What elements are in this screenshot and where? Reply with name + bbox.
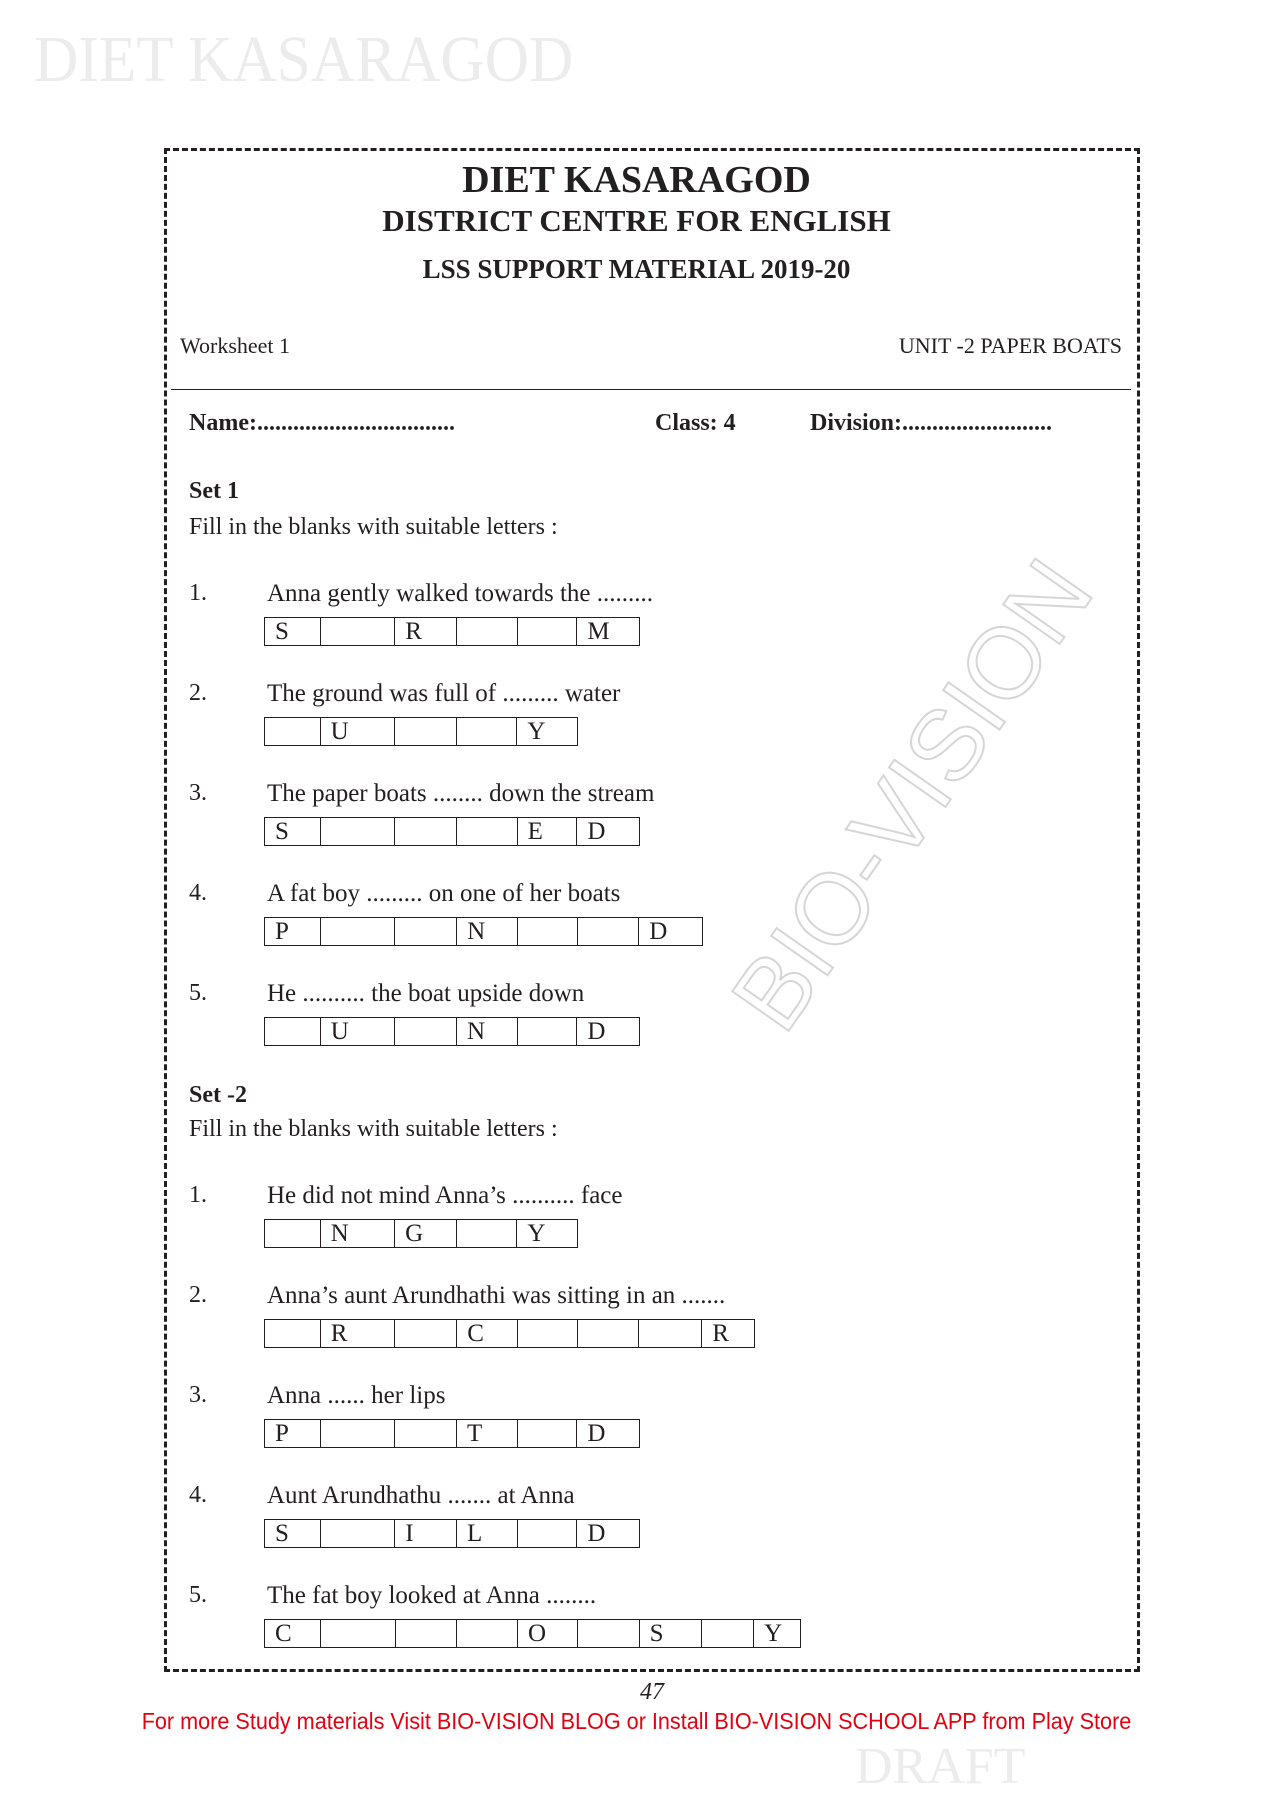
- letter-box[interactable]: [457, 818, 518, 845]
- letter-box[interactable]: [518, 618, 578, 645]
- letter-box[interactable]: [457, 718, 518, 745]
- question-number: 4.: [189, 880, 207, 906]
- letter-box[interactable]: D: [649, 918, 668, 945]
- letter-box[interactable]: [321, 1420, 396, 1447]
- question-number: 3.: [189, 1382, 207, 1408]
- page-subtitle: DISTRICT CENTRE FOR ENGLISH: [382, 203, 891, 238]
- letter-box[interactable]: G: [395, 1220, 457, 1247]
- letter-box[interactable]: Y: [764, 1620, 783, 1647]
- letter-box[interactable]: [395, 1018, 457, 1045]
- letter-box[interactable]: D: [587, 1520, 606, 1547]
- name-field: Name:.................................: [189, 410, 455, 436]
- letter-box[interactable]: [265, 718, 321, 745]
- letter-box[interactable]: [321, 618, 396, 645]
- worksheet-label: Worksheet 1: [180, 333, 291, 358]
- letter-box[interactable]: [395, 818, 457, 845]
- letter-boxes: [264, 917, 703, 946]
- question-number: 5.: [189, 980, 207, 1006]
- question-text: Aunt Arundhathu ....... at Anna: [267, 1482, 575, 1509]
- letter-boxes: [264, 1219, 578, 1248]
- question-text: A fat boy ......... on one of her boats: [267, 880, 621, 907]
- letter-boxes: [264, 1017, 640, 1046]
- letter-box[interactable]: D: [587, 818, 606, 845]
- letter-box[interactable]: O: [518, 1620, 578, 1647]
- footer-promo: For more Study materials Visit BIO-VISION BLOG or Install BIO-VISION SCHOOL APP from Play Store: [141, 1708, 1132, 1734]
- letter-box[interactable]: E: [518, 818, 578, 845]
- letter-box[interactable]: [518, 1320, 578, 1347]
- question-number: 2.: [189, 1282, 207, 1308]
- letter-box[interactable]: [457, 618, 518, 645]
- letter-box[interactable]: L: [457, 1520, 518, 1547]
- letter-box[interactable]: [395, 918, 457, 945]
- letter-box[interactable]: [321, 1620, 396, 1647]
- question-text: The ground was full of ......... water: [267, 680, 621, 707]
- division-field: Division:.........................: [810, 410, 1053, 436]
- letter-box[interactable]: D: [587, 1420, 606, 1447]
- question-text: Anna gently walked towards the .........: [267, 580, 654, 607]
- letter-box[interactable]: R: [712, 1320, 729, 1347]
- question-number: 5.: [189, 1582, 207, 1608]
- letter-boxes: [264, 817, 640, 846]
- letter-boxes: [264, 1419, 640, 1448]
- letter-box[interactable]: Y: [527, 1220, 546, 1247]
- letter-box[interactable]: [395, 1420, 457, 1447]
- letter-box[interactable]: M: [587, 618, 610, 645]
- letter-box[interactable]: T: [457, 1420, 518, 1447]
- letter-box[interactable]: [321, 1520, 396, 1547]
- letter-box[interactable]: [395, 718, 457, 745]
- set-title: Set 1: [189, 478, 239, 504]
- letter-boxes: [264, 1319, 755, 1348]
- letter-box[interactable]: C: [265, 1620, 321, 1647]
- question-number: 3.: [189, 780, 207, 806]
- page-title: DIET KASARAGOD: [462, 159, 811, 201]
- letter-box[interactable]: [321, 818, 396, 845]
- letter-box[interactable]: U: [321, 1018, 396, 1045]
- question-text: He did not mind Anna’s .......... face: [267, 1182, 623, 1209]
- letter-box[interactable]: [321, 918, 396, 945]
- question-number: 1.: [189, 580, 207, 606]
- letter-box[interactable]: N: [321, 1220, 396, 1247]
- letter-box[interactable]: [702, 1620, 754, 1647]
- page-number: 47: [640, 1679, 664, 1705]
- letter-box[interactable]: S: [265, 618, 321, 645]
- letter-boxes: [264, 617, 640, 646]
- letter-box[interactable]: S: [265, 1520, 321, 1547]
- letter-boxes: [264, 717, 578, 746]
- letter-box[interactable]: [457, 1220, 518, 1247]
- letter-box[interactable]: [265, 1018, 321, 1045]
- question-text: Anna ...... her lips: [267, 1382, 446, 1409]
- watermark-draft: DRAFT: [855, 1738, 1026, 1795]
- letter-box[interactable]: [518, 918, 578, 945]
- letter-box[interactable]: D: [587, 1018, 606, 1045]
- letter-box[interactable]: I: [395, 1520, 457, 1547]
- question-number: 2.: [189, 680, 207, 706]
- letter-box[interactable]: N: [457, 918, 518, 945]
- letter-box[interactable]: [518, 1018, 578, 1045]
- letter-box[interactable]: S: [265, 818, 321, 845]
- letter-box[interactable]: R: [395, 618, 457, 645]
- watermark-bio-vision: BIO-VISION: [710, 539, 1115, 1051]
- letter-box[interactable]: C: [457, 1320, 518, 1347]
- question-number: 4.: [189, 1482, 207, 1508]
- divider: [171, 389, 1131, 390]
- letter-box[interactable]: [396, 1620, 458, 1647]
- letter-box[interactable]: Y: [527, 718, 546, 745]
- material-heading: LSS SUPPORT MATERIAL 2019-20: [422, 254, 851, 284]
- question-text: He .......... the boat upside down: [267, 980, 585, 1007]
- letter-box[interactable]: [265, 1320, 321, 1347]
- question-text: The fat boy looked at Anna ........: [267, 1582, 597, 1609]
- letter-box[interactable]: [265, 1220, 321, 1247]
- class-field: Class: 4: [655, 410, 736, 436]
- letter-box[interactable]: [578, 918, 640, 945]
- letter-box[interactable]: [578, 1620, 640, 1647]
- unit-label: UNIT -2 PAPER BOATS: [898, 333, 1122, 358]
- watermark-top: DIET KASARAGOD: [34, 23, 574, 96]
- letter-box[interactable]: [395, 1320, 457, 1347]
- letter-box[interactable]: P: [265, 1420, 321, 1447]
- letter-box[interactable]: U: [321, 718, 396, 745]
- set-instruction: Fill in the blanks with suitable letters :: [189, 514, 558, 540]
- letter-boxes: [264, 1619, 801, 1648]
- letter-box[interactable]: S: [640, 1620, 703, 1647]
- letter-box[interactable]: [518, 1420, 578, 1447]
- letter-box[interactable]: N: [457, 1018, 518, 1045]
- letter-box[interactable]: [578, 1320, 640, 1347]
- set-title: Set -2: [189, 1082, 247, 1108]
- question-number: 1.: [189, 1182, 207, 1208]
- letter-boxes: [264, 1519, 640, 1548]
- letter-box[interactable]: R: [321, 1320, 396, 1347]
- set-instruction: Fill in the blanks with suitable letters :: [189, 1116, 558, 1142]
- letter-box[interactable]: [518, 1520, 578, 1547]
- question-text: Anna’s aunt Arundhathi was sitting in an .......: [267, 1282, 726, 1309]
- letter-box[interactable]: P: [265, 918, 321, 945]
- letter-box[interactable]: [639, 1320, 702, 1347]
- question-text: The paper boats ........ down the stream: [267, 780, 655, 807]
- letter-box[interactable]: [457, 1620, 518, 1647]
